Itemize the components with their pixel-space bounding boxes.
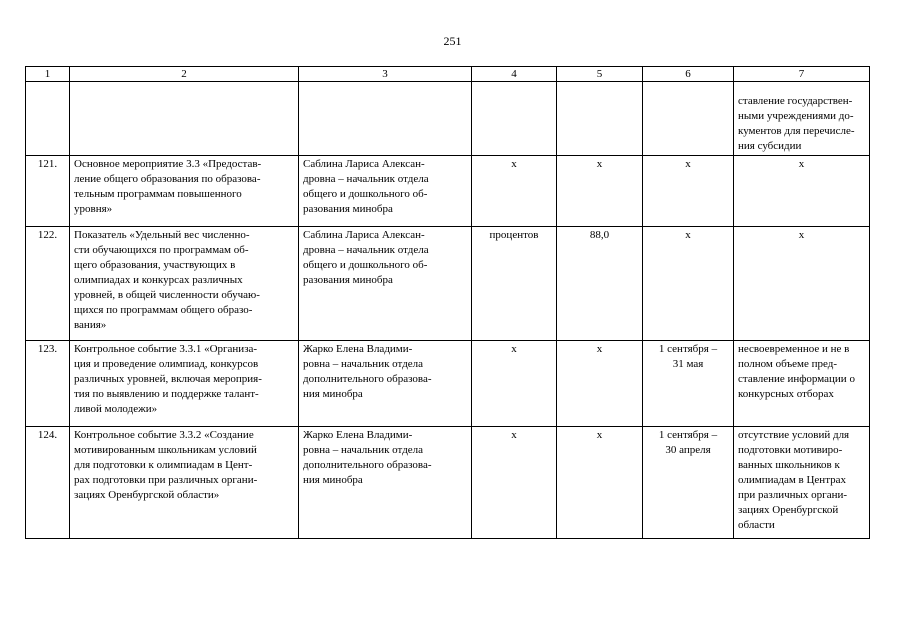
period-cell (643, 82, 734, 156)
responsible-person: Саблина Лариса Алексан- дровна – начальник отдела общего и дошкольного об- разования минобра (299, 156, 472, 227)
page-number: 251 (443, 34, 462, 48)
responsible-person: Саблина Лариса Алексан- дровна – начальник отдела общего и дошкольного об- разования минобра (299, 227, 472, 341)
table-row (26, 427, 870, 539)
unit-cell: х (472, 156, 557, 227)
period-cell: 1 сентября – 31 мая (643, 341, 734, 427)
unit-cell: х (472, 341, 557, 427)
event-name: Контрольное событие 3.3.1 «Организа- ция и проведение олимпиад, конкурсов различных уровней, включая мероприя- тия по выявлению и поддержке талант- ливой молодежи» (70, 341, 299, 427)
table-row (26, 227, 870, 341)
column-header: 2 (70, 67, 299, 82)
event-name (70, 82, 299, 156)
plan-table (25, 66, 870, 539)
event-name: Показатель «Удельный вес численно- сти обучающихся по программам об- щего образования, участвующих в олимпиадах и конкурсах различных уровней, в общей численности обучаю- щихся по программам общего образо- вания» (70, 227, 299, 341)
risk-cell: х (734, 227, 870, 341)
column-header: 7 (734, 67, 870, 82)
column-header: 6 (643, 67, 734, 82)
row-number: 123. (26, 341, 70, 427)
value-cell: х (557, 156, 643, 227)
value-cell: х (557, 427, 643, 539)
responsible-person: Жарко Елена Владими- ровна – начальник отдела дополнительного образова- ния минобра (299, 341, 472, 427)
column-header: 5 (557, 67, 643, 82)
period-cell: х (643, 156, 734, 227)
risk-cell: ставление государствен- ными учреждениями до- кументов для перечисле- ния субсидии (734, 82, 870, 156)
unit-cell: процентов (472, 227, 557, 341)
period-cell: 1 сентября – 30 апреля (643, 427, 734, 539)
value-cell: х (557, 341, 643, 427)
event-name: Контрольное событие 3.3.2 «Создание мотивированным школьникам условий для подготовки к олимпиадам в Цент- рах подготовки при различных органи- зациях Оренбургской области» (70, 427, 299, 539)
risk-cell: несвоевременное и не в полном объеме пред- ставление информации о конкурсных отборах (734, 341, 870, 427)
unit-cell (472, 82, 557, 156)
column-header: 3 (299, 67, 472, 82)
table-row (26, 156, 870, 227)
row-number: 122. (26, 227, 70, 341)
risk-cell: х (734, 156, 870, 227)
table-row (26, 341, 870, 427)
risk-cell: отсутствие условий для подготовки мотивиро- ванных школьников к олимпиадам в Центрах при различных органи- зациях Оренбургской области (734, 427, 870, 539)
responsible-person: Жарко Елена Владими- ровна – начальник отдела дополнительного образова- ния минобра (299, 427, 472, 539)
row-number: 121. (26, 156, 70, 227)
event-name: Основное мероприятие 3.3 «Предостав- ление общего образования по образова- тельным программам повышенного уровня» (70, 156, 299, 227)
responsible-person (299, 82, 472, 156)
value-cell: 88,0 (557, 227, 643, 341)
column-header: 4 (472, 67, 557, 82)
column-header: 1 (26, 67, 70, 82)
header-row (26, 67, 870, 82)
value-cell (557, 82, 643, 156)
unit-cell: х (472, 427, 557, 539)
period-cell: х (643, 227, 734, 341)
row-number (26, 82, 70, 156)
table-row (26, 82, 870, 156)
row-number: 124. (26, 427, 70, 539)
